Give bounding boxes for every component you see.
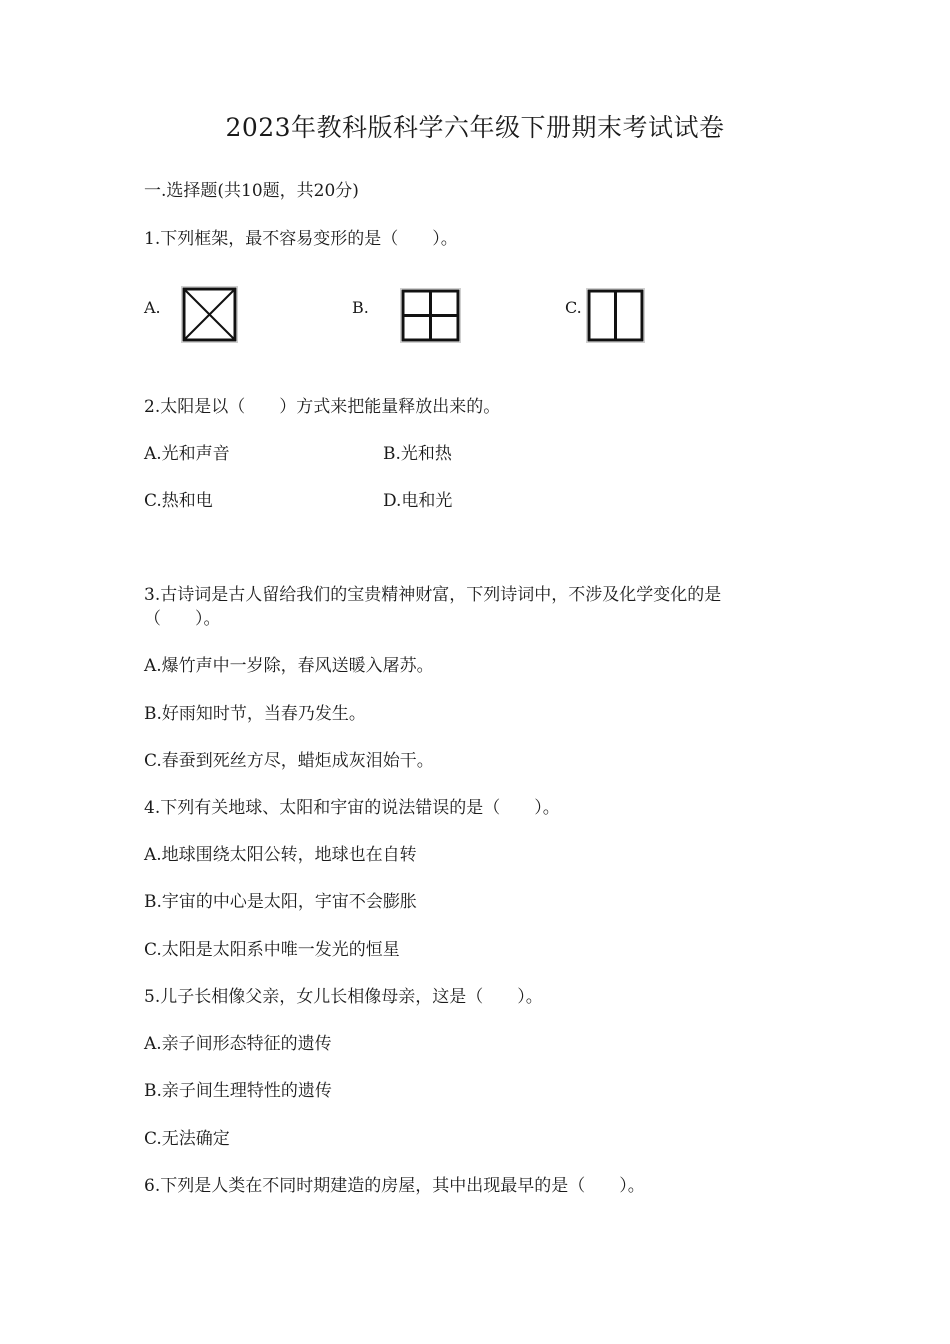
question-4-stem: 4.下列有关地球、太阳和宇宙的说法错误的是（ ）。 bbox=[144, 798, 560, 818]
question-1-stem: 1.下列框架，最不容易变形的是（ ）。 bbox=[144, 229, 458, 249]
question-2-stem: 2.太阳是以（ ）方式来把能量释放出来的。 bbox=[144, 397, 501, 417]
q4-option-a: A.地球围绕太阳公转，地球也在自转 bbox=[144, 845, 417, 865]
q1-option-a-frame-diagonal-figure bbox=[181, 286, 238, 343]
question-6-stem: 6.下列是人类在不同时期建造的房屋，其中出现最早的是（ ）。 bbox=[144, 1176, 645, 1196]
q2-option-b: B.光和热 bbox=[383, 444, 452, 464]
page-title: 2023年教科版科学六年级下册期末考试试卷 bbox=[225, 113, 725, 142]
section-heading: 一.选择题(共10题，共20分) bbox=[144, 181, 359, 201]
q5-option-b: B.亲子间生理特性的遗传 bbox=[144, 1081, 332, 1101]
q4-option-b: B.宇宙的中心是太阳，宇宙不会膨胀 bbox=[144, 892, 417, 912]
q1-option-b-label: B. bbox=[352, 298, 369, 317]
q2-option-a: A.光和声音 bbox=[144, 444, 230, 464]
q2-option-c: C.热和电 bbox=[144, 491, 213, 511]
question-5-stem: 5.儿子长相像父亲，女儿长相像母亲，这是（ ）。 bbox=[144, 987, 543, 1007]
q5-option-a: A.亲子间形态特征的遗传 bbox=[144, 1034, 332, 1054]
q1-option-a-label: A. bbox=[144, 298, 161, 317]
q3-option-a: A.爆竹声中一岁除，春风送暖入屠苏。 bbox=[144, 656, 434, 676]
q3-option-c: C.春蚕到死丝方尽，蜡炬成灰泪始干。 bbox=[144, 751, 434, 771]
question-3-stem: 3.古诗词是古人留给我们的宝贵精神财富，下列诗词中，不涉及化学变化的是 bbox=[144, 585, 722, 605]
q5-option-c: C.无法确定 bbox=[144, 1129, 230, 1149]
q4-option-c: C.太阳是太阳系中唯一发光的恒星 bbox=[144, 940, 400, 960]
q1-option-c-frame-vertical-figure bbox=[586, 288, 645, 343]
q1-option-b-frame-cross-figure bbox=[400, 288, 461, 343]
question-3-stem-continued: （ ）。 bbox=[144, 609, 221, 629]
q1-option-c-label: C. bbox=[565, 298, 582, 317]
q2-option-d: D.电和光 bbox=[383, 491, 453, 511]
q3-option-b: B.好雨知时节，当春乃发生。 bbox=[144, 704, 366, 724]
